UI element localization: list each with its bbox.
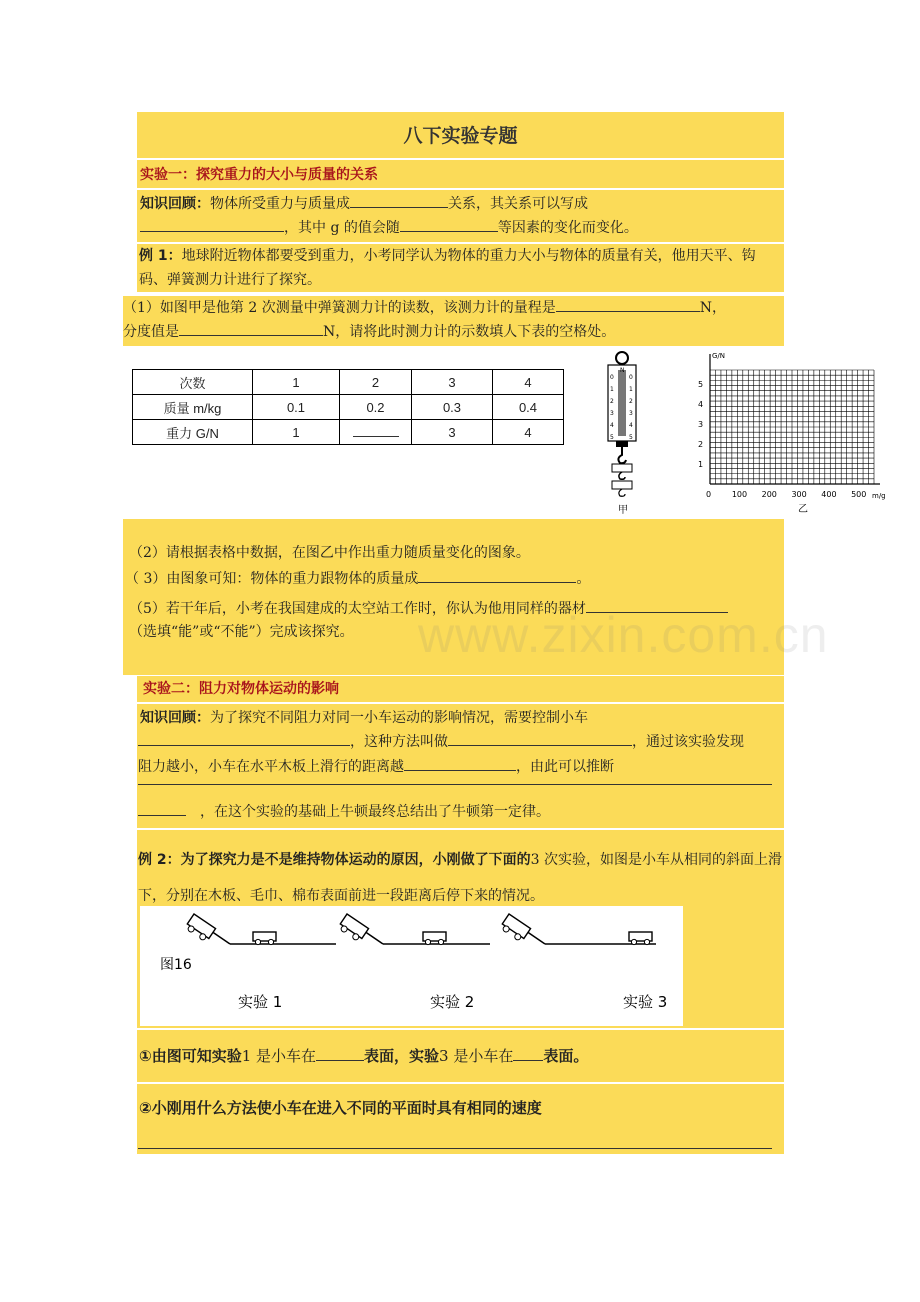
graph-grid: [688, 350, 898, 516]
scale-unit-label: N: [620, 367, 625, 374]
table-header-row: [133, 370, 564, 395]
cart-setup-3: [499, 914, 656, 945]
exp1-heading: 实验一：探究重力的大小与质量的关系: [140, 167, 378, 183]
cart-setup-1: [184, 914, 336, 945]
exp1-q2: （2）请根据表格中数据，在图乙中作出重力随质量变化的图象。: [129, 545, 530, 561]
svg-text:1: 1: [610, 386, 614, 393]
scale-spring: [618, 370, 626, 436]
exp2-review-text-3: ，通过该实验发现: [632, 734, 744, 750]
table-row: [133, 395, 564, 420]
exp1-example-label: 例 1：: [139, 248, 182, 264]
table-cell: 1: [253, 420, 340, 445]
exp1-q1: [123, 296, 784, 346]
blank-division[interactable]: [179, 321, 323, 336]
exp2-q1-text-a: ①由图可知实验: [139, 1047, 242, 1065]
x-axis-label: m/g: [872, 492, 886, 500]
exp2-example-text-b: 3 次实验，如图是小车从相同的斜面上滑下，分别在木板、毛巾、棉布表面前进一段距离后停下来的情况。: [138, 852, 782, 904]
exp-label-2: 实验 2: [430, 993, 475, 1011]
exp2-review-text-4: 阻力越小，小车在水平木板上滑行的距离越: [138, 759, 404, 775]
table-cell: 质量 m/kg: [133, 395, 253, 420]
svg-text:3: 3: [629, 410, 633, 417]
table-cell: 0.1: [253, 395, 340, 420]
exp2-q1: [137, 1030, 784, 1082]
svg-text:2: 2: [629, 398, 633, 405]
x-tick-label: 200: [761, 490, 777, 499]
y-tick-label: 2: [698, 440, 704, 449]
x-tick-label: 100: [731, 490, 748, 499]
y-tick-label: 3: [698, 420, 704, 429]
weight-1: [612, 464, 632, 472]
exp1-example: [137, 244, 784, 292]
blank-method-answer[interactable]: [138, 1148, 772, 1149]
exp2-example-label: 例 2：: [138, 852, 181, 868]
scale-ring: [616, 352, 628, 364]
fig-yi-label: 乙: [798, 504, 808, 515]
exp2-q1-text-d: 3 是小车在: [439, 1047, 514, 1065]
page-title: 八下实验专题: [137, 112, 784, 158]
exp2-review-text-1: 为了探究不同阻力对同一小车运动的影响情况，需要控制小车: [210, 710, 588, 726]
svg-text:2: 2: [610, 398, 614, 405]
exp2-q1-text-e: 表面。: [543, 1047, 589, 1065]
svg-text:4: 4: [610, 422, 614, 429]
exp2-example: [137, 830, 784, 904]
exp2-review: [137, 704, 784, 828]
exp1-review: [137, 190, 784, 242]
exp2-q1-text-b: 1 是小车在: [241, 1047, 317, 1065]
table-cell: 0.2: [340, 395, 412, 420]
table-cell: 2: [340, 370, 412, 395]
blank-relation[interactable]: [350, 193, 448, 208]
exp1-q1-text-a: （1）如图甲是他第 2 次测量中弹簧测力计的读数，该测力计的量程是: [123, 300, 556, 316]
spring-scale-figure: [598, 350, 648, 516]
fig-jia-label: 甲: [618, 505, 628, 516]
exp2-review-text-6: ，在这个实验的基础上牛顿最终总结出了牛顿第一定律。: [200, 804, 550, 820]
table-cell: 重力 G/N: [133, 420, 253, 445]
table-cell: 1: [253, 370, 340, 395]
exp-label-1: 实验 1: [238, 993, 283, 1011]
blank-range[interactable]: [556, 297, 700, 312]
svg-text:5: 5: [610, 434, 614, 441]
blank-method[interactable]: [448, 731, 632, 746]
table-cell: 4: [493, 370, 564, 395]
exp1-example-text: 地球附近物体都要受到重力，小考同学认为物体的重力大小与物体的质量有关，他用天平、钩码、弹簧测力计进行了探究。: [139, 248, 756, 288]
scale-hook: [618, 447, 626, 463]
svg-text:1: 1: [629, 386, 633, 393]
table-cell: 3: [412, 370, 493, 395]
table-row: [133, 420, 564, 445]
weight-hook-2: [619, 489, 625, 496]
exp1-q3-text-b: 。: [576, 571, 591, 587]
exp1-review-text-3: ，其中 g 的值会随: [284, 220, 400, 236]
weight-hook: [619, 472, 625, 479]
exp2-q2-text: ②小刚用什么方法使小车在进入不同的平面时具有相同的速度: [139, 1099, 542, 1117]
cart-experiment-figure: [140, 906, 683, 1026]
exp2-review-text-5: ，由此可以推断: [516, 759, 614, 775]
exp2-q1-text-c: 表面，实验: [364, 1047, 440, 1065]
blank-surface-3[interactable]: [513, 1046, 543, 1061]
x-tick-label: 0: [706, 490, 712, 499]
svg-text:4: 4: [629, 422, 633, 429]
svg-text:3: 3: [610, 410, 614, 417]
blank-inference[interactable]: [138, 784, 772, 785]
blank-surface-1[interactable]: [316, 1046, 364, 1061]
exp1-review-text-2: 关系，其关系可以写成: [448, 196, 588, 212]
blank-proportion[interactable]: [418, 568, 576, 583]
data-table: [132, 369, 564, 445]
y-tick-label: 5: [698, 380, 704, 389]
x-tick-label: 400: [821, 490, 837, 499]
svg-text:0: 0: [629, 374, 633, 381]
exp1-review-text-1: 物体所受重力与质量成: [210, 196, 350, 212]
table-blank-cell[interactable]: [340, 420, 412, 445]
table-cell: 次数: [133, 370, 253, 395]
table-cell: 0.4: [493, 395, 564, 420]
weight-2: [612, 481, 632, 489]
table-cell: 0.3: [412, 395, 493, 420]
x-tick-label: 500: [851, 490, 867, 499]
scale-bottom-cap: [616, 441, 628, 447]
exp2-review-text-2: ，这种方法叫做: [350, 734, 448, 750]
cart-setup-2: [337, 914, 490, 945]
y-tick-label: 4: [698, 400, 704, 409]
exp2-q2: [137, 1084, 784, 1154]
table-cell: 4: [493, 420, 564, 445]
exp2-example-text-a: 为了探究力是不是维持物体运动的原因，小刚做了下面的: [180, 852, 531, 868]
exp1-heading-row: [137, 160, 784, 188]
x-tick-label: 300: [791, 490, 807, 499]
watermark: www.zixin.com.cn: [418, 607, 829, 663]
blank-control-variable[interactable]: [138, 731, 350, 746]
blank-distance[interactable]: [404, 756, 516, 771]
exp1-q1-unit: N，: [699, 300, 726, 316]
figure-16-label: 图16: [160, 957, 192, 973]
blank-weight[interactable]: [353, 424, 399, 437]
blank-g-factor[interactable]: [400, 217, 498, 232]
blank-formula[interactable]: [140, 217, 284, 232]
exp1-q5-text-a: （5）若干年后，小考在我国建成的太空站工作时，你认为他用同样的器材: [129, 601, 586, 617]
svg-text:5: 5: [629, 434, 633, 441]
exp-label-3: 实验 3: [623, 993, 668, 1011]
exp2-heading-row: [137, 676, 784, 702]
exp1-q1-text-c: N，请将此时测力计的示数填人下表的空格处。: [323, 324, 616, 340]
exp2-review-label: 知识回顾：: [140, 710, 210, 726]
table-cell: 3: [412, 420, 493, 445]
blank-inference-tail[interactable]: [138, 801, 186, 816]
y-axis-label: G/N: [712, 352, 726, 360]
exp1-review-label: 知识回顾：: [140, 196, 210, 212]
exp2-heading: 实验二：阻力对物体运动的影响: [143, 681, 339, 697]
exp1-q3-text-a: （ 3）由图象可知：物体的重力跟物体的质量成: [125, 571, 419, 587]
y-tick-label: 1: [698, 460, 704, 469]
exp1-review-text-4: 等因素的变化而变化。: [497, 220, 638, 236]
exp1-q1-text-b: 分度值是: [123, 324, 179, 340]
svg-text:0: 0: [610, 374, 614, 381]
exp1-q5-text-b: （选填“能”或“不能”）完成该探究。: [129, 624, 354, 640]
